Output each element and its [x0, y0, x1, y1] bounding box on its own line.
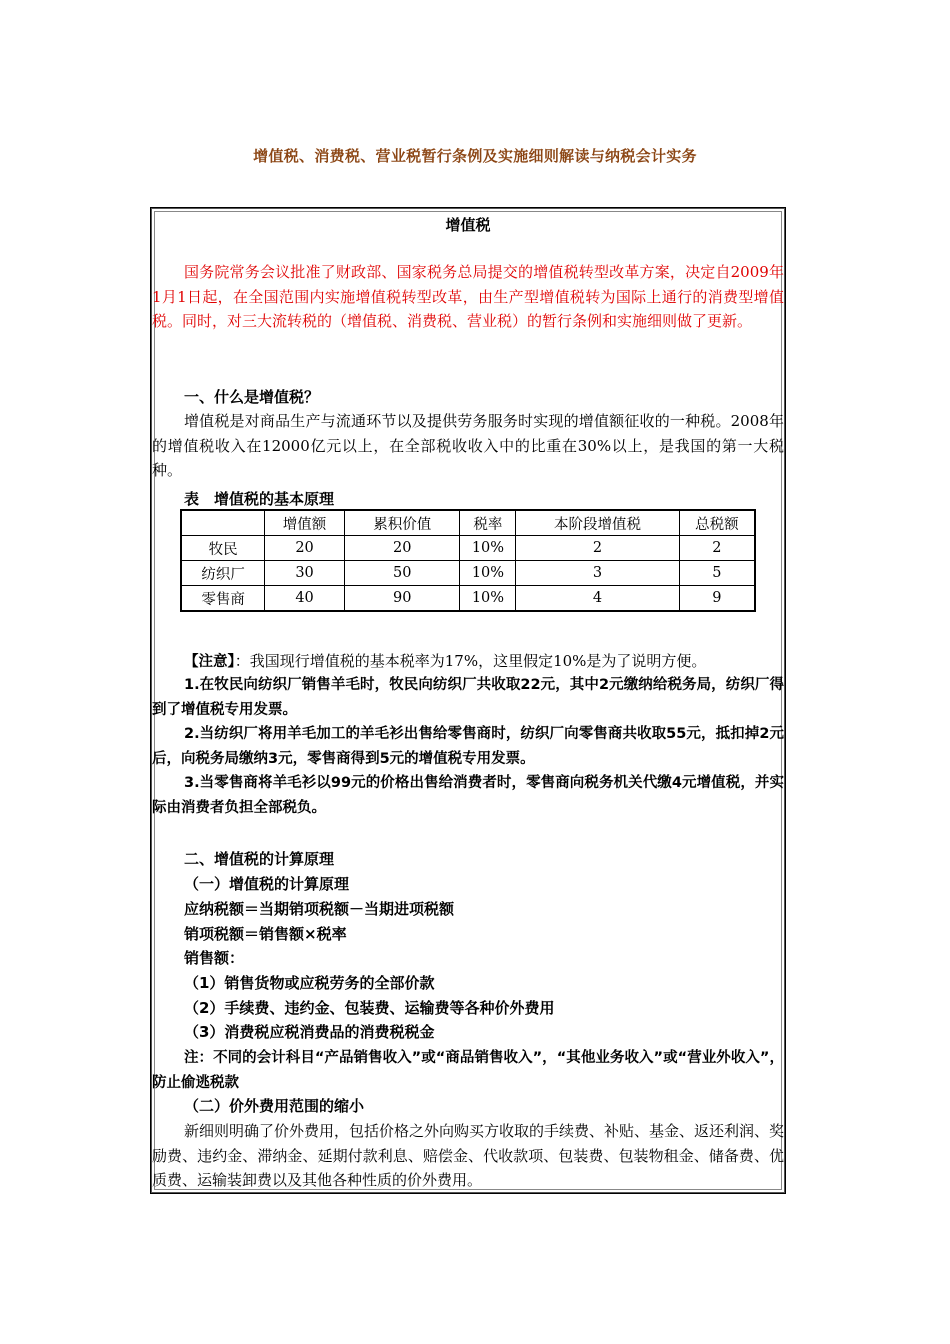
q2-sub2-body: 新细则明确了价外费用，包括价格之外向购买方收取的手续费、补贴、基金、返还利润、奖励费、违约金、滞纳金、延期付款利息、赔偿金、代收款项、包装费、包装物租金、储备费、优质费、运输装卸费以及其他各种性质的价外费用。	[152, 1122, 785, 1190]
table-row	[181, 561, 755, 586]
sales-item-1: （1）销售货物或应税劳务的全部价款	[184, 974, 435, 992]
q2-sub1: （一）增值税的计算原理	[184, 875, 350, 893]
q1-body: 增值税是对商品生产与流通环节以及提供劳务服务时实现的增值额征收的一种税。2008年的增值税收入在12000亿元以上，在全部税收收入中的比重在30%以上，是我国的第一大税种。	[152, 412, 784, 480]
sales-label: 销售额：	[184, 949, 245, 967]
table-cell: 10%	[460, 536, 516, 561]
table-header-row	[181, 510, 755, 536]
table-header-cell: 总税额	[679, 510, 755, 536]
q2-sub2: （二）价外费用范围的缩小	[184, 1097, 365, 1115]
table-cell: 10%	[460, 561, 516, 586]
table-cell: 9	[679, 586, 755, 612]
table-header-cell: 税率	[460, 510, 516, 536]
sales-item-3: （3）消费税应税消费品的消费税税金	[184, 1023, 435, 1041]
formula-1: 应纳税额＝当期销项税额－当期进项税额	[184, 900, 455, 918]
table-cell: 2	[679, 536, 755, 561]
table-cell: 20	[265, 536, 345, 561]
table-cell: 30	[265, 561, 345, 586]
table-cell: 零售商	[181, 586, 265, 612]
table-cell: 10%	[460, 586, 516, 612]
formula-2: 销项税额＝销售额×税率	[184, 925, 347, 943]
table-row	[181, 536, 755, 561]
note-line	[184, 650, 706, 671]
point-1: 1.在牧民向纺织厂销售羊毛时，牧民向纺织厂共收取22元，其中2元缴纳给税务局，纺织厂得到了增值税专用发票。	[152, 677, 784, 718]
table-header-cell: 增值额	[265, 510, 345, 536]
table-header-cell	[181, 510, 265, 536]
table-cell: 2	[516, 536, 679, 561]
q1-heading: 一、什么是增值税？	[184, 388, 320, 406]
table-header-cell: 累积价值	[344, 510, 460, 536]
point-2: 2.当纺织厂将用羊毛加工的羊毛衫出售给零售商时，纺织厂向零售商共收取55元，抵扣掉2元后，向税务局缴纳3元，零售商得到5元的增值税专用发票。	[152, 726, 784, 767]
table-cell: 4	[516, 586, 679, 612]
table-caption: 表 增值税的基本原理	[184, 490, 335, 508]
table-cell: 40	[265, 586, 345, 612]
table-cell: 牧民	[181, 536, 265, 561]
table-cell: 3	[516, 561, 679, 586]
section-title: 增值税	[445, 216, 491, 234]
table-cell: 20	[344, 536, 460, 561]
table-cell: 50	[344, 561, 460, 586]
table-cell: 90	[344, 586, 460, 612]
note-2: 注：不同的会计科目“产品销售收入”或“商品销售收入”，“其他业务收入”或“营业外收入”，防止偷逃税款	[152, 1050, 784, 1091]
point-3: 3.当零售商将羊毛衫以99元的价格出售给消费者时，零售商向税务机关代缴4元增值税，并实际由消费者负担全部税负。	[152, 775, 784, 816]
note-label: 【注意】	[184, 654, 235, 670]
table-cell: 纺织厂	[181, 561, 265, 586]
q2-heading: 二、增值税的计算原理	[184, 850, 335, 868]
table-header-cell: 本阶段增值税	[516, 510, 679, 536]
intro-paragraph: 国务院常务会议批准了财政部、国家税务总局提交的增值税转型改革方案，决定自2009年1月1日起，在全国范围内实施增值税转型改革，由生产型增值税转为国际上通行的消费型增值税。同时，对三大流转税的（增值税、消费税、营业税）的暂行条例和实施细则做了更新。	[152, 263, 784, 331]
table-cell: 5	[679, 561, 755, 586]
table-row	[181, 586, 755, 612]
page-title: 增值税、消费税、营业税暂行条例及实施细则解读与纳税会计实务	[253, 147, 697, 165]
note-text: ：我国现行增值税的基本税率为17%，这里假定10%是为了说明方便。	[234, 652, 707, 670]
vat-principle-table	[180, 509, 756, 612]
sales-item-2: （2）手续费、违约金、包装费、运输费等各种价外费用	[184, 999, 555, 1017]
